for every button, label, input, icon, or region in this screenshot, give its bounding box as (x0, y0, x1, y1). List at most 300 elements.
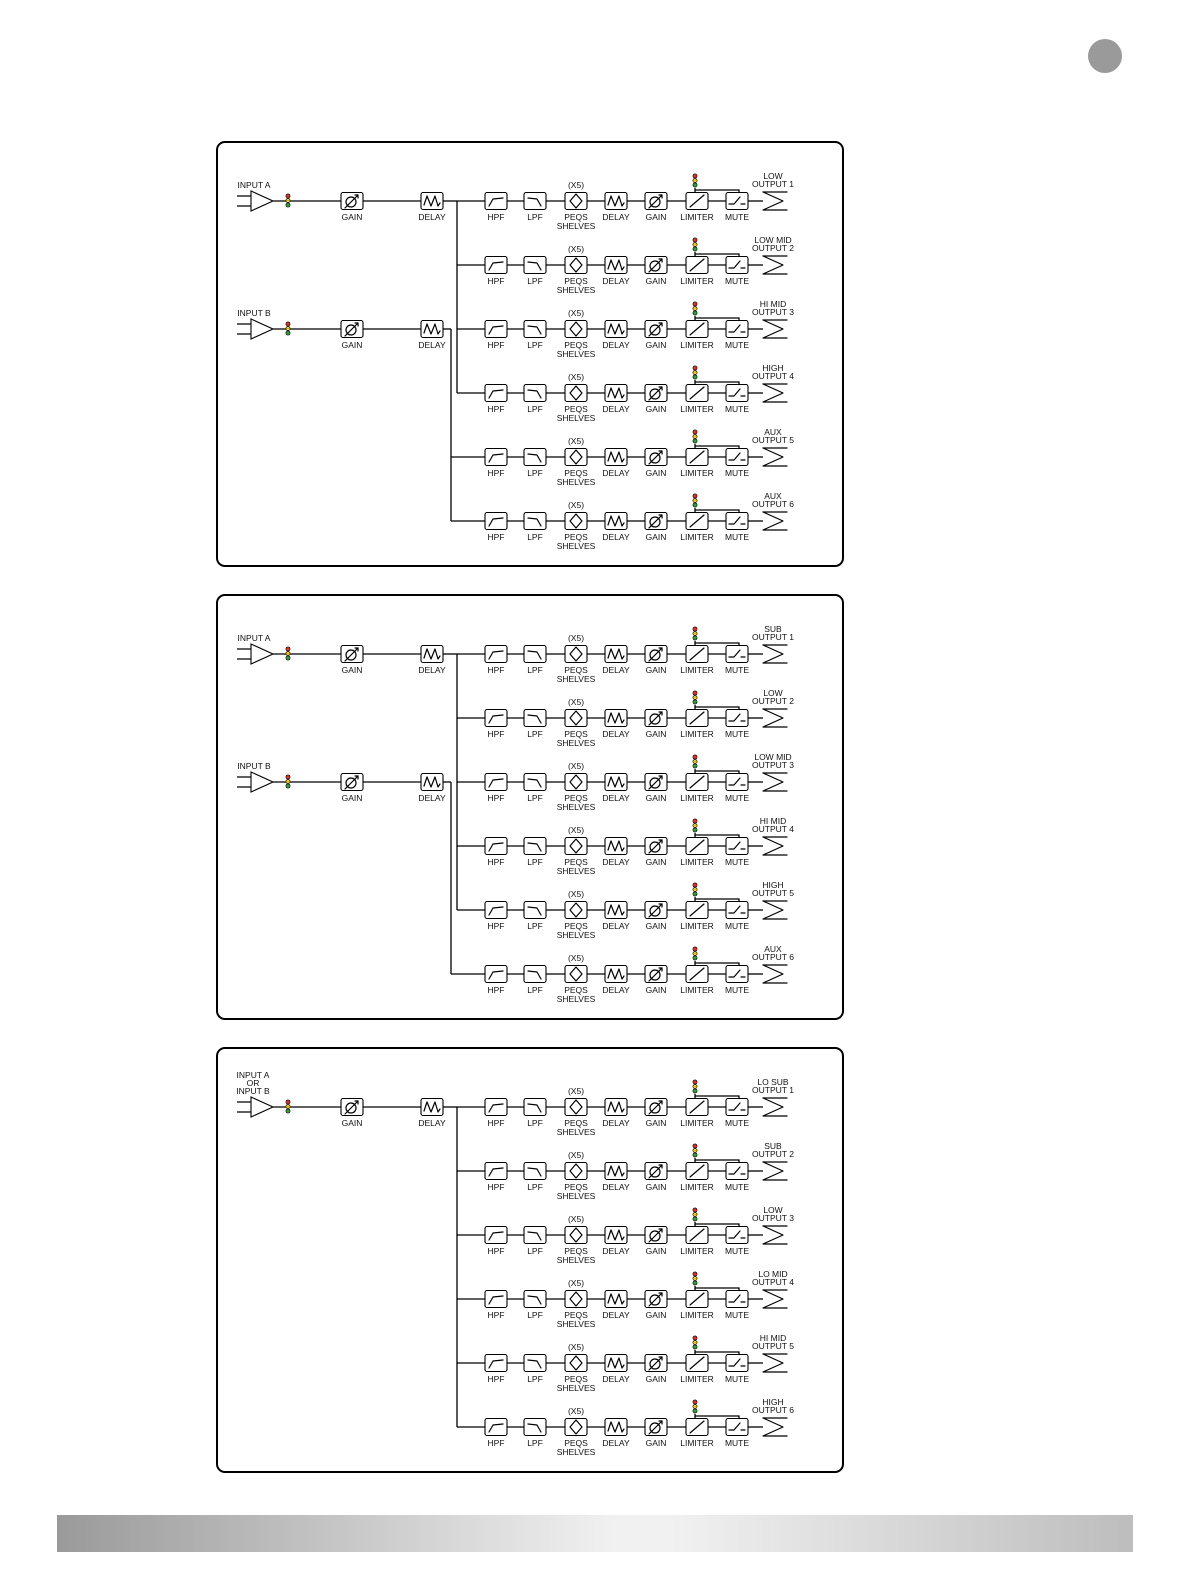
level-meter-icon (286, 1100, 290, 1113)
lpf-label: LPF (527, 404, 543, 414)
level-meter-icon (693, 1080, 697, 1093)
output-delay-label: DELAY (602, 212, 630, 222)
mute-label: MUTE (724, 921, 750, 931)
shelves-label: SHELVES (556, 1255, 596, 1265)
limiter-block (686, 321, 708, 338)
hpf-block (485, 1419, 507, 1436)
shelves-label: SHELVES (556, 930, 596, 940)
mute-block (726, 646, 748, 663)
limiter-label: LIMITER (680, 404, 714, 414)
mute-block (726, 513, 748, 530)
lpf-label: LPF (527, 468, 543, 478)
peq-block (565, 838, 587, 855)
output-label-line: OUTPUT 1 (752, 632, 794, 642)
hpf-label: HPF (487, 665, 505, 675)
mute-label: MUTE (724, 729, 750, 739)
limiter-label: LIMITER (680, 1182, 714, 1192)
hpf-block (485, 838, 507, 855)
limiter-label: LIMITER (680, 1438, 714, 1448)
peqs-label: PEQS (564, 404, 588, 414)
hpf-block (485, 449, 507, 466)
lpf-block (524, 774, 546, 791)
output-gain-label: GAIN (645, 276, 667, 286)
output-label-line: OUTPUT 3 (752, 1213, 794, 1223)
limiter-block (686, 1163, 708, 1180)
level-meter-icon (693, 494, 697, 507)
peq-count-label: (X5) (567, 1150, 585, 1160)
shelves-label: SHELVES (556, 1319, 596, 1329)
output-label-line: OUTPUT 2 (752, 696, 794, 706)
hpf-block (485, 646, 507, 663)
input-gain-label: GAIN (341, 340, 363, 350)
input-label-line: INPUT A (236, 1070, 270, 1080)
output-gain-block (645, 1163, 667, 1180)
lpf-label: LPF (527, 532, 543, 542)
output-delay-block (605, 449, 627, 466)
input-label (238, 633, 271, 643)
lpf-block (524, 1099, 546, 1116)
output-label (752, 752, 794, 770)
output-delay-label: DELAY (602, 1438, 630, 1448)
limiter-block (686, 710, 708, 727)
mute-block (726, 710, 748, 727)
peq-count-label: (X5) (567, 372, 585, 382)
limiter-label: LIMITER (680, 532, 714, 542)
output-gain-label: GAIN (645, 532, 667, 542)
limiter-block (686, 1227, 708, 1244)
level-meter-icon (693, 755, 697, 768)
output-delay-label: DELAY (602, 532, 630, 542)
level-meter-icon (286, 647, 290, 660)
output-delay-label: DELAY (602, 404, 630, 414)
output-delay-block (605, 966, 627, 983)
peq-count-label: (X5) (567, 761, 585, 771)
limiter-block (686, 1419, 708, 1436)
shelves-label: SHELVES (556, 413, 596, 423)
output-label-line: HI MID (759, 299, 787, 309)
input-label-line: INPUT B (237, 761, 271, 771)
limiter-label: LIMITER (680, 1118, 714, 1128)
peq-count-label: (X5) (567, 180, 585, 190)
output-delay-label: DELAY (602, 665, 630, 675)
shelves-label: SHELVES (556, 1191, 596, 1201)
input-label (237, 308, 271, 318)
hpf-block (485, 902, 507, 919)
diagram-panel-1 (217, 142, 843, 566)
output-delay-label: DELAY (602, 1310, 630, 1320)
level-meter-icon (693, 947, 697, 960)
lpf-block (524, 966, 546, 983)
hpf-label: HPF (487, 1310, 505, 1320)
shelves-label: SHELVES (556, 349, 596, 359)
output-gain-label: GAIN (645, 793, 667, 803)
output-delay-label: DELAY (602, 921, 630, 931)
level-meter-icon (693, 302, 697, 315)
output-gain-block (645, 1419, 667, 1436)
limiter-block (686, 193, 708, 210)
mute-block (726, 1099, 748, 1116)
peq-block (565, 321, 587, 338)
peq-block (565, 966, 587, 983)
input-delay-block (421, 646, 443, 663)
output-gain-block (645, 1099, 667, 1116)
shelves-label: SHELVES (556, 221, 596, 231)
peq-count-label: (X5) (567, 1086, 585, 1096)
output-gain-block (645, 385, 667, 402)
mute-label: MUTE (724, 404, 750, 414)
output-label-line: LO SUB (757, 1077, 789, 1087)
peqs-label: PEQS (564, 921, 588, 931)
hpf-block (485, 321, 507, 338)
peq-count-label: (X5) (567, 825, 585, 835)
limiter-label: LIMITER (680, 985, 714, 995)
hpf-block (485, 1099, 507, 1116)
peq-block (565, 513, 587, 530)
input-delay-label: DELAY (418, 793, 446, 803)
mute-label: MUTE (724, 1182, 750, 1192)
output-label-line: OUTPUT 1 (752, 1085, 794, 1095)
input-gain-label: GAIN (341, 1118, 363, 1128)
peqs-label: PEQS (564, 1182, 588, 1192)
level-meter-icon (693, 1144, 697, 1157)
peq-block (565, 710, 587, 727)
output-label-line: LOW (763, 171, 783, 181)
output-delay-label: DELAY (602, 729, 630, 739)
peqs-label: PEQS (564, 985, 588, 995)
peqs-label: PEQS (564, 1310, 588, 1320)
hpf-label: HPF (487, 729, 505, 739)
hpf-label: HPF (487, 921, 505, 931)
output-label-line: OUTPUT 6 (752, 1405, 794, 1415)
hpf-label: HPF (487, 212, 505, 222)
hpf-block (485, 193, 507, 210)
limiter-label: LIMITER (680, 793, 714, 803)
level-meter-icon (286, 322, 290, 335)
output-label-line: OUTPUT 5 (752, 435, 794, 445)
output-label-line: OUTPUT 4 (752, 371, 794, 381)
output-delay-label: DELAY (602, 985, 630, 995)
output-delay-label: DELAY (602, 468, 630, 478)
mute-label: MUTE (724, 1438, 750, 1448)
output-gain-label: GAIN (645, 665, 667, 675)
peq-count-label: (X5) (567, 1214, 585, 1224)
lpf-block (524, 1227, 546, 1244)
lpf-block (524, 902, 546, 919)
hpf-block (485, 1163, 507, 1180)
output-label-line: AUX (764, 491, 782, 501)
output-gain-label: GAIN (645, 340, 667, 350)
hpf-label: HPF (487, 1438, 505, 1448)
output-gain-block (645, 257, 667, 274)
lpf-block (524, 449, 546, 466)
hpf-label: HPF (487, 532, 505, 542)
peqs-label: PEQS (564, 1438, 588, 1448)
hpf-label: HPF (487, 793, 505, 803)
hpf-label: HPF (487, 468, 505, 478)
mute-block (726, 385, 748, 402)
mute-block (726, 902, 748, 919)
output-gain-label: GAIN (645, 1438, 667, 1448)
output-delay-block (605, 513, 627, 530)
input-delay-block (421, 193, 443, 210)
lpf-label: LPF (527, 1374, 543, 1384)
limiter-label: LIMITER (680, 1246, 714, 1256)
input-label-line: INPUT B (236, 1086, 270, 1096)
peq-block (565, 902, 587, 919)
output-label-line: LOW (763, 688, 783, 698)
lpf-label: LPF (527, 857, 543, 867)
hpf-label: HPF (487, 857, 505, 867)
hpf-label: HPF (487, 1182, 505, 1192)
shelves-label: SHELVES (556, 738, 596, 748)
mute-block (726, 774, 748, 791)
shelves-label: SHELVES (556, 541, 596, 551)
output-gain-block (645, 449, 667, 466)
hpf-label: HPF (487, 1246, 505, 1256)
limiter-block (686, 838, 708, 855)
output-label-line: AUX (764, 944, 782, 954)
limiter-block (686, 646, 708, 663)
level-meter-icon (693, 238, 697, 251)
limiter-label: LIMITER (680, 212, 714, 222)
lpf-label: LPF (527, 921, 543, 931)
output-gain-label: GAIN (645, 212, 667, 222)
peqs-label: PEQS (564, 1246, 588, 1256)
lpf-block (524, 257, 546, 274)
output-gain-block (645, 774, 667, 791)
lpf-label: LPF (527, 729, 543, 739)
output-gain-block (645, 902, 667, 919)
hpf-block (485, 1291, 507, 1308)
output-delay-block (605, 321, 627, 338)
mute-label: MUTE (724, 468, 750, 478)
input-gain-block (341, 321, 363, 338)
peqs-label: PEQS (564, 276, 588, 286)
input-delay-block (421, 1099, 443, 1116)
level-meter-icon (286, 775, 290, 788)
peqs-label: PEQS (564, 729, 588, 739)
output-delay-block (605, 193, 627, 210)
level-meter-icon (286, 194, 290, 207)
input-label-line: INPUT A (237, 633, 271, 643)
output-delay-block (605, 1355, 627, 1372)
shelves-label: SHELVES (556, 285, 596, 295)
mute-label: MUTE (724, 276, 750, 286)
mute-label: MUTE (724, 793, 750, 803)
mute-block (726, 1355, 748, 1372)
peq-count-label: (X5) (567, 1278, 585, 1288)
output-gain-block (645, 1355, 667, 1372)
limiter-block (686, 513, 708, 530)
hpf-label: HPF (487, 340, 505, 350)
peq-count-label: (X5) (567, 1342, 585, 1352)
input-delay-label: DELAY (418, 212, 446, 222)
peq-count-label: (X5) (567, 1406, 585, 1416)
mute-label: MUTE (724, 985, 750, 995)
output-delay-label: DELAY (602, 793, 630, 803)
output-label-line: OUTPUT 5 (752, 1341, 794, 1351)
peq-block (565, 1419, 587, 1436)
level-meter-icon (693, 1208, 697, 1221)
peq-block (565, 1163, 587, 1180)
output-label-line: LO MID (758, 1269, 788, 1279)
hpf-label: HPF (487, 985, 505, 995)
limiter-label: LIMITER (680, 1374, 714, 1384)
peqs-label: PEQS (564, 665, 588, 675)
lpf-label: LPF (527, 665, 543, 675)
mute-label: MUTE (724, 1246, 750, 1256)
output-delay-block (605, 710, 627, 727)
limiter-label: LIMITER (680, 921, 714, 931)
output-gain-label: GAIN (645, 468, 667, 478)
output-gain-block (645, 646, 667, 663)
diagram-panel-3 (217, 1048, 843, 1472)
output-label-line: OUTPUT 1 (752, 179, 794, 189)
peq-count-label: (X5) (567, 500, 585, 510)
peq-count-label: (X5) (567, 889, 585, 899)
limiter-label: LIMITER (680, 857, 714, 867)
level-meter-icon (693, 174, 697, 187)
peqs-label: PEQS (564, 212, 588, 222)
peq-count-label: (X5) (567, 436, 585, 446)
limiter-block (686, 449, 708, 466)
output-label-line: AUX (764, 427, 782, 437)
output-delay-block (605, 1291, 627, 1308)
output-delay-block (605, 646, 627, 663)
output-label-line: OUTPUT 2 (752, 1149, 794, 1159)
mute-label: MUTE (724, 665, 750, 675)
output-gain-label: GAIN (645, 921, 667, 931)
mute-block (726, 966, 748, 983)
output-delay-block (605, 257, 627, 274)
input-delay-label: DELAY (418, 1118, 446, 1128)
output-gain-label: GAIN (645, 1310, 667, 1320)
lpf-label: LPF (527, 1118, 543, 1128)
input-label-line: INPUT B (237, 308, 271, 318)
lpf-block (524, 1291, 546, 1308)
input-delay-block (421, 774, 443, 791)
lpf-block (524, 1163, 546, 1180)
output-gain-label: GAIN (645, 1374, 667, 1384)
lpf-block (524, 838, 546, 855)
peq-count-label: (X5) (567, 697, 585, 707)
input-gain-block (341, 646, 363, 663)
mute-block (726, 1419, 748, 1436)
lpf-block (524, 1419, 546, 1436)
mute-label: MUTE (724, 212, 750, 222)
peq-count-label: (X5) (567, 244, 585, 254)
hpf-block (485, 1355, 507, 1372)
output-gain-block (645, 710, 667, 727)
output-delay-label: DELAY (602, 340, 630, 350)
limiter-label: LIMITER (680, 276, 714, 286)
output-delay-block (605, 1163, 627, 1180)
level-meter-icon (693, 366, 697, 379)
mute-block (726, 321, 748, 338)
peq-count-label: (X5) (567, 953, 585, 963)
limiter-block (686, 902, 708, 919)
shelves-label: SHELVES (556, 1447, 596, 1457)
output-delay-block (605, 838, 627, 855)
peq-block (565, 385, 587, 402)
output-delay-label: DELAY (602, 857, 630, 867)
output-gain-label: GAIN (645, 404, 667, 414)
peqs-label: PEQS (564, 532, 588, 542)
input-gain-label: GAIN (341, 665, 363, 675)
output-gain-block (645, 966, 667, 983)
output-gain-block (645, 838, 667, 855)
level-meter-icon (693, 1336, 697, 1349)
output-label-line: OUTPUT 4 (752, 1277, 794, 1287)
output-gain-label: GAIN (645, 729, 667, 739)
mute-label: MUTE (724, 340, 750, 350)
lpf-label: LPF (527, 1182, 543, 1192)
hpf-label: HPF (487, 276, 505, 286)
output-label-line: SUB (764, 624, 782, 634)
shelves-label: SHELVES (556, 802, 596, 812)
output-label-line: SUB (764, 1141, 782, 1151)
shelves-label: SHELVES (556, 866, 596, 876)
mute-block (726, 449, 748, 466)
output-label-line: OUTPUT 3 (752, 307, 794, 317)
limiter-block (686, 966, 708, 983)
limiter-block (686, 257, 708, 274)
output-delay-label: DELAY (602, 276, 630, 286)
shelves-label: SHELVES (556, 1127, 596, 1137)
level-meter-icon (693, 691, 697, 704)
hpf-label: HPF (487, 404, 505, 414)
output-label-line: HIGH (762, 880, 784, 890)
mute-label: MUTE (724, 1310, 750, 1320)
lpf-label: LPF (527, 340, 543, 350)
limiter-block (686, 1099, 708, 1116)
output-label (752, 235, 794, 253)
output-gain-label: GAIN (645, 857, 667, 867)
input-gain-block (341, 774, 363, 791)
output-gain-block (645, 1227, 667, 1244)
lpf-block (524, 513, 546, 530)
lpf-label: LPF (527, 1246, 543, 1256)
output-label-line: LOW MID (754, 752, 792, 762)
level-meter-icon (693, 627, 697, 640)
peqs-label: PEQS (564, 1118, 588, 1128)
output-delay-label: DELAY (602, 1182, 630, 1192)
output-label-line: HI MID (759, 1333, 787, 1343)
output-gain-block (645, 321, 667, 338)
output-label-line: LOW (763, 1205, 783, 1215)
input-delay-label: DELAY (418, 340, 446, 350)
output-label-line: OUTPUT 5 (752, 888, 794, 898)
peq-block (565, 1355, 587, 1372)
input-gain-label: GAIN (341, 212, 363, 222)
input-gain-block (341, 193, 363, 210)
limiter-label: LIMITER (680, 1310, 714, 1320)
level-meter-icon (693, 1272, 697, 1285)
output-label-line: HI MID (759, 816, 787, 826)
output-delay-block (605, 1227, 627, 1244)
lpf-label: LPF (527, 985, 543, 995)
level-meter-icon (693, 883, 697, 896)
output-delay-label: DELAY (602, 1118, 630, 1128)
lpf-label: LPF (527, 1310, 543, 1320)
limiter-label: LIMITER (680, 468, 714, 478)
input-delay-block (421, 321, 443, 338)
level-meter-icon (693, 819, 697, 832)
limiter-label: LIMITER (680, 729, 714, 739)
level-meter-icon (693, 1400, 697, 1413)
hpf-label: HPF (487, 1118, 505, 1128)
hpf-label: HPF (487, 1374, 505, 1384)
